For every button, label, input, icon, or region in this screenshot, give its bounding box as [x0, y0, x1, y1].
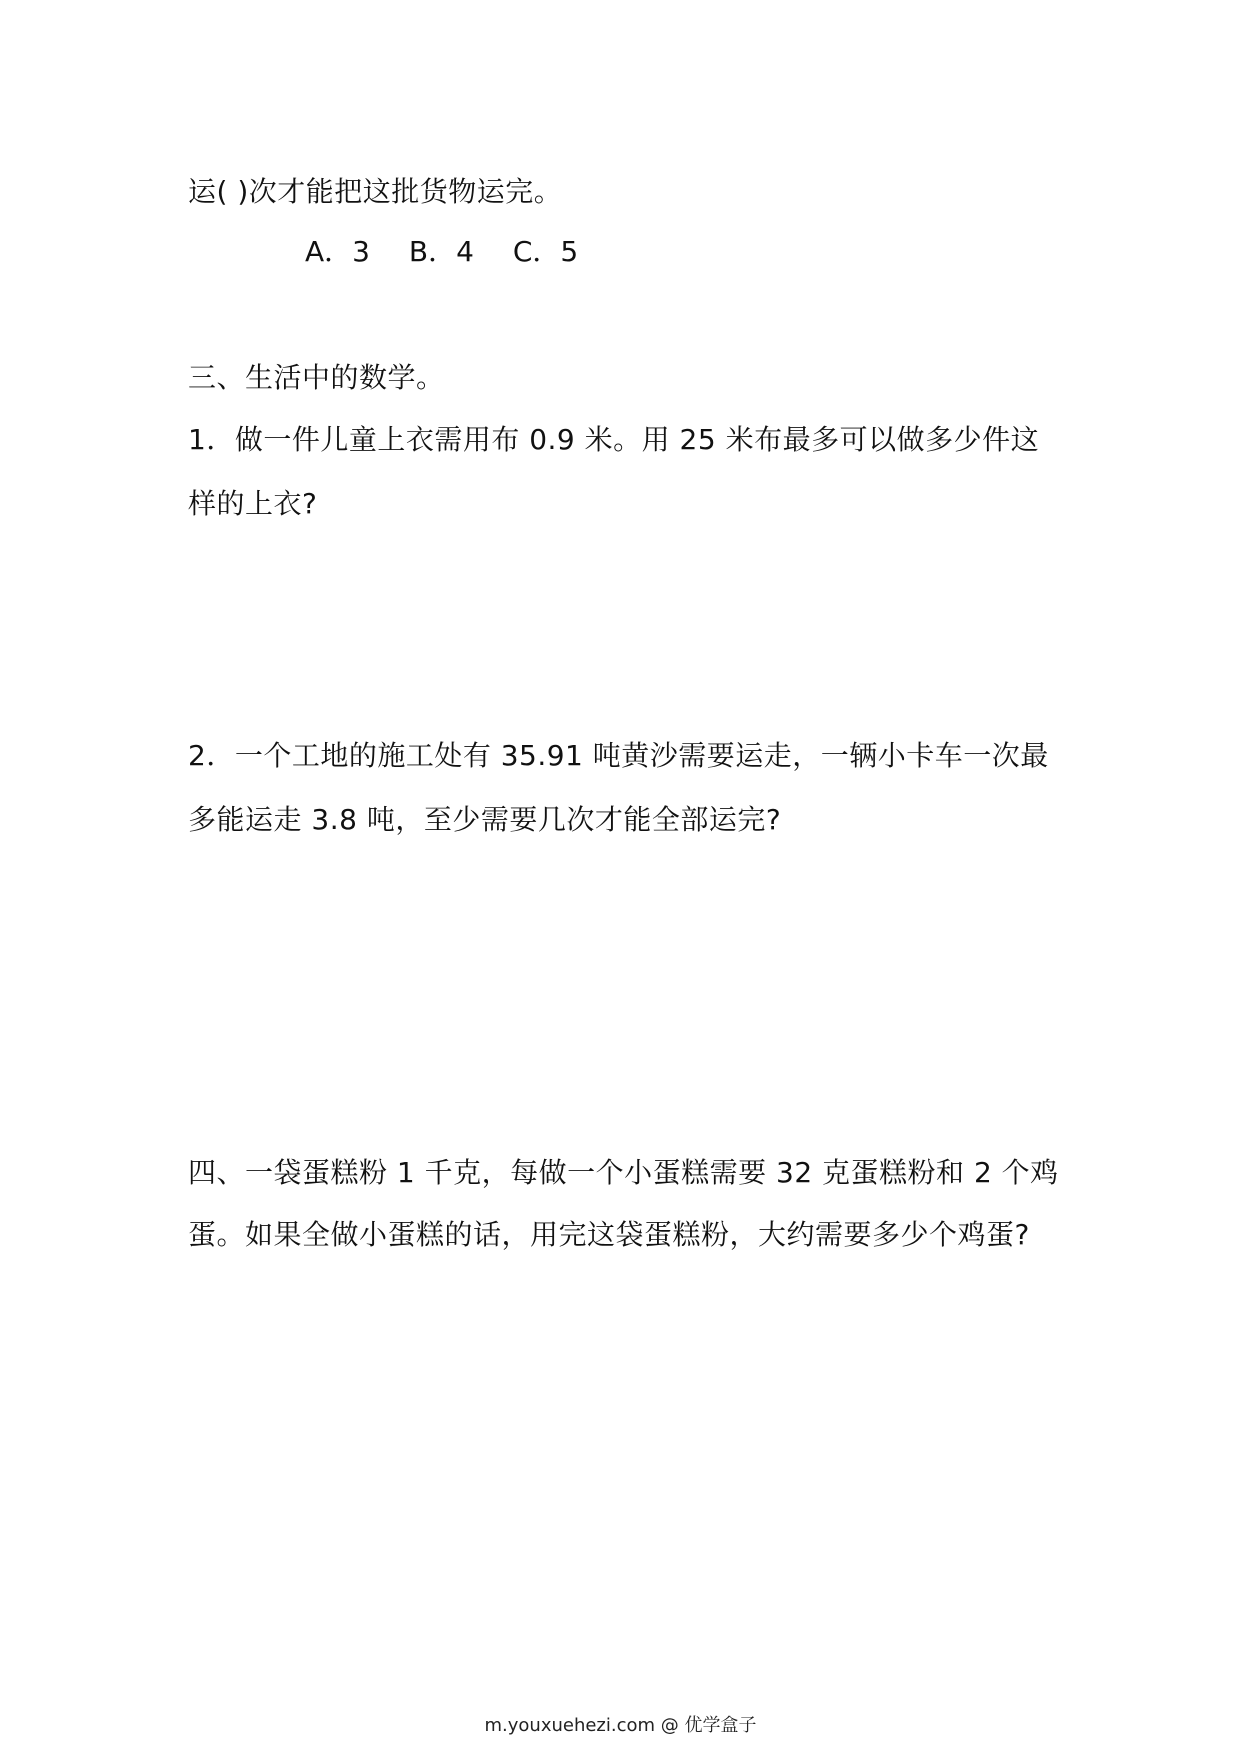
option-b: B．4 — [408, 235, 474, 268]
section-4-line-1: 四、一袋蛋糕粉 1 千克，每做一个小蛋糕需要 32 克蛋糕粉和 2 个鸡 — [188, 1156, 1059, 1189]
option-c: C．5 — [512, 235, 579, 268]
section-4-line-2: 蛋。如果全做小蛋糕的话，用完这袋蛋糕粉，大约需要多少个鸡蛋? — [188, 1218, 1030, 1251]
question-continuation-line: 运( )次才能把这批货物运完。 — [188, 175, 563, 208]
problem-1-line-1: 1．做一件儿童上衣需用布 0.9 米。用 25 米布最多可以做多少件这 — [188, 423, 1040, 456]
problem-2-line-1: 2．一个工地的施工处有 35.91 吨黄沙需要运走，一辆小卡车一次最 — [188, 739, 1049, 772]
footer-watermark: m.youxuehezi.com @ 优学盒子 — [484, 1715, 757, 1736]
problem-1-line-2: 样的上衣? — [188, 487, 318, 520]
option-a: A．3 — [305, 235, 370, 268]
answer-options — [305, 232, 608, 272]
section-3-heading: 三、生活中的数学。 — [188, 361, 445, 394]
problem-2-line-2: 多能运走 3.8 吨，至少需要几次才能全部运完? — [188, 803, 782, 836]
